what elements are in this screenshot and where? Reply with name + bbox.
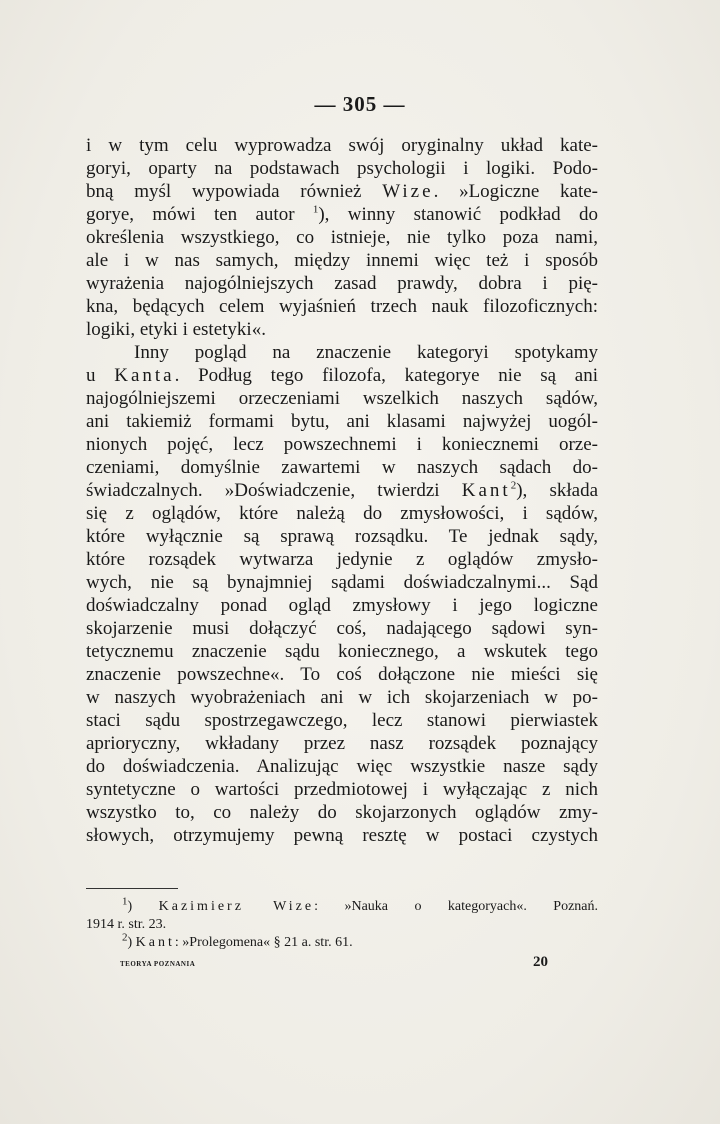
text-line: które wyłącznie są sprawą rozsądku. Te jednak sądy, bbox=[86, 526, 598, 547]
footnote-2: $^2$) Kant: »Prolegomena« § 21 a. str. 61. bbox=[122, 931, 353, 950]
footnotes bbox=[86, 895, 598, 952]
text-line: aprioryczny, wkładany przez nasz rozsądek poznający bbox=[86, 733, 598, 754]
text-line: Inny pogląd na znaczenie kategoryi spotykamy bbox=[134, 342, 598, 363]
text-line: staci sądu spostrzegawczego, lecz stanowi pierwiastek bbox=[86, 710, 598, 731]
text-line: ani takiemiż formami bytu, ani klasami najwyżej uogól- bbox=[86, 411, 598, 432]
signature-number: 20 bbox=[533, 954, 548, 970]
author-name: Kanta bbox=[114, 365, 175, 386]
text-line: wszystko to, co należy do skojarzonych oglądów zmy- bbox=[86, 802, 598, 823]
footnote-divider bbox=[86, 888, 178, 889]
text-line: wych, nie są bynajmniej sądami doświadczalnymi... Sąd bbox=[86, 572, 598, 593]
text-line: u Kanta. Podług tego filozofa, kategorye nie są ani bbox=[86, 365, 599, 386]
footnote-1-continuation: 1914 r. str. 23. bbox=[86, 917, 167, 932]
text-line: logiki, etyki i estetyki«. bbox=[86, 319, 266, 340]
footnote-1: $^1$) Kazimierz Wize: »Nauka o kategoryach«. Poznań. bbox=[122, 895, 598, 914]
text-line: gorye, mówi ten autor $^1$), winny stanowić podkład do bbox=[86, 203, 598, 225]
text-line: doświadczalny ponad ogląd zmysłowy i jego logiczne bbox=[86, 595, 598, 616]
text-line: wyrażenia najogólniejszych zasad prawdy, dobra i pię- bbox=[86, 273, 598, 294]
text-line: i w tym celu wyprowadza swój oryginalny układ kate- bbox=[86, 135, 598, 156]
text-line: najogólniejszemi orzeczeniami wszelkich naszych sądów, bbox=[86, 388, 598, 409]
text-line: ale i w nas samych, między innemi więc też i sposób bbox=[86, 250, 598, 271]
text-line: do doświadczenia. Analizując więc wszystkie nasze sądy bbox=[86, 756, 598, 777]
text-line: syntetyczne o wartości przedmiotowej i wyłączając z nich bbox=[86, 779, 598, 800]
text-line: które rozsądek wytwarza jedynie z oglądów zmysło- bbox=[86, 549, 598, 570]
text-line: kna, będących celem wyjaśnień trzech nauk filozoficznych: bbox=[86, 296, 598, 317]
body-text bbox=[86, 134, 598, 847]
text-line: bną myśl wypowiada również Wize. »Logiczne kate- bbox=[86, 181, 598, 202]
text-line: świadczalnych. »Doświadczenie, twierdzi Kant$^2$), składa bbox=[86, 479, 598, 501]
text-line: w naszych wyobrażeniach ani w ich skojarzeniach w po- bbox=[86, 687, 598, 708]
text-line: tetycznemu znaczenie sądu koniecznego, a wskutek tego bbox=[86, 641, 598, 662]
author-name: Kant bbox=[461, 480, 511, 501]
footnote-ref: 1 bbox=[312, 203, 319, 216]
text-line: się z oglądów, które należą do zmysłowości, i sądów, bbox=[86, 503, 598, 524]
author-name: Wize bbox=[382, 181, 434, 202]
text-line: nionych pojęć, lecz powszechnemi i koniecznemi orze- bbox=[86, 434, 598, 455]
text-line: znaczenie powszechne«. To coś dołączone nie mieści się bbox=[86, 664, 598, 685]
page-number: — 305 — bbox=[314, 92, 406, 116]
text-line: czeniami, domyślnie zawartemi w naszych sądach do- bbox=[86, 457, 598, 478]
text-line: skojarzenie musi dołączyć coś, nadającego sądowi syn- bbox=[86, 618, 598, 639]
text-line: słowych, otrzymujemy pewną resztę w postaci czystych bbox=[86, 825, 598, 846]
signature-mark: TEORYA POZNANIA bbox=[120, 960, 196, 968]
text-line: określenia wszystkiego, co istnieje, nie tylko poza nami, bbox=[86, 227, 598, 248]
text-line: goryi, oparty na podstawach psychologii i logiki. Podo- bbox=[86, 158, 598, 179]
footnote-ref: 2 bbox=[510, 479, 517, 492]
